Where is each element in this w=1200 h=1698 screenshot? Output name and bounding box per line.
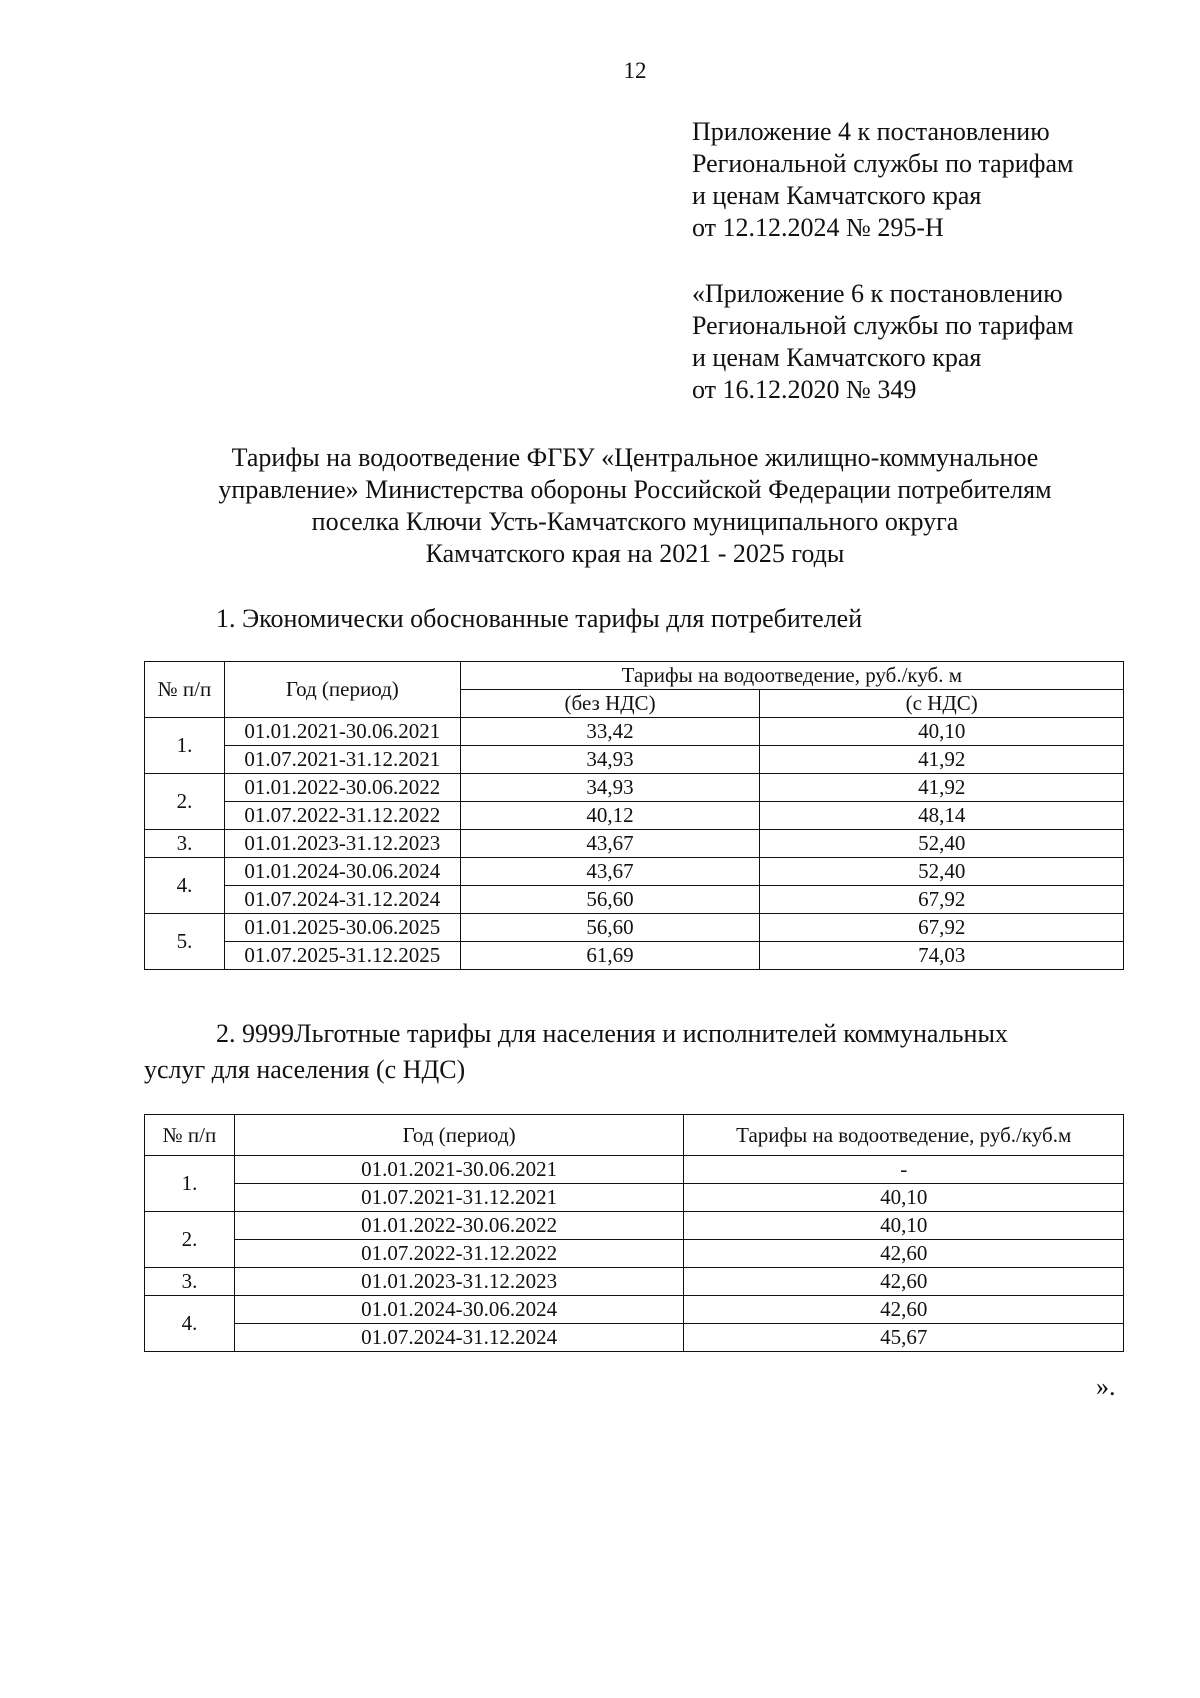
tariff-cell: 42,60 <box>684 1296 1124 1324</box>
period-cell: 01.01.2022-30.06.2022 <box>234 1212 684 1240</box>
tariff-no-vat-cell: 34,93 <box>460 774 760 802</box>
tariff-cell: 42,60 <box>684 1268 1124 1296</box>
period-cell: 01.01.2023-31.12.2023 <box>224 830 460 858</box>
appendix-line: от 12.12.2024 № 295-Н <box>692 213 944 242</box>
row-number: 4. <box>145 1296 235 1352</box>
tariff-with-vat-cell: 52,40 <box>760 858 1124 886</box>
row-number: 3. <box>145 830 225 858</box>
closing-quote-mark: ». <box>1096 1372 1116 1401</box>
row-number: 1. <box>145 718 225 774</box>
table-row <box>145 718 1124 746</box>
section-2-heading-line: услуг для населения (с НДС) <box>144 1055 466 1084</box>
appendix-line: и ценам Камчатского края <box>692 181 982 210</box>
table-row <box>145 886 1124 914</box>
tariff-with-vat-cell: 41,92 <box>760 774 1124 802</box>
header-no-vat: (без НДС) <box>460 690 760 718</box>
table-row <box>145 1156 1124 1184</box>
table-row <box>145 942 1124 970</box>
period-cell: 01.01.2024-30.06.2024 <box>224 858 460 886</box>
title-line: поселка Ключи Усть-Камчатского муниципального округа <box>311 507 959 536</box>
tariff-no-vat-cell: 61,69 <box>460 942 760 970</box>
tariff-with-vat-cell: 52,40 <box>760 830 1124 858</box>
period-cell: 01.07.2024-31.12.2024 <box>224 886 460 914</box>
tariff-cell: 40,10 <box>684 1184 1124 1212</box>
table-row <box>145 1324 1124 1352</box>
period-cell: 01.01.2021-30.06.2021 <box>234 1156 684 1184</box>
preferential-tariffs-table <box>144 1114 1124 1352</box>
appendix-line: Приложение 4 к постановлению <box>692 117 1050 146</box>
header-tariff: Тарифы на водоотведение, руб./куб. м <box>460 662 1123 690</box>
tariff-with-vat-cell: 40,10 <box>760 718 1124 746</box>
row-number: 2. <box>145 774 225 830</box>
appendix-line: «Приложение 6 к постановлению <box>692 279 1063 308</box>
table-row <box>145 914 1124 942</box>
section-2-heading <box>144 1016 1124 1088</box>
appendix-line: Региональной службы по тарифам <box>692 149 1074 178</box>
tariff-with-vat-cell: 41,92 <box>760 746 1124 774</box>
tariff-no-vat-cell: 56,60 <box>460 914 760 942</box>
row-number: 5. <box>145 914 225 970</box>
appendix-line: Региональной службы по тарифам <box>692 311 1074 340</box>
title-line: Тарифы на водоотведение ФГБУ «Центральное жилищно-коммунальное <box>231 443 1039 472</box>
appendix-new-reference <box>692 116 1073 244</box>
tariff-cell: - <box>684 1156 1124 1184</box>
tariff-cell: 42,60 <box>684 1240 1124 1268</box>
appendix-old-reference <box>692 278 1073 406</box>
table-row <box>145 1184 1124 1212</box>
period-cell: 01.07.2024-31.12.2024 <box>234 1324 684 1352</box>
period-cell: 01.07.2021-31.12.2021 <box>234 1184 684 1212</box>
period-cell: 01.07.2025-31.12.2025 <box>224 942 460 970</box>
period-cell: 01.01.2025-30.06.2025 <box>224 914 460 942</box>
table-row <box>145 774 1124 802</box>
row-number: 3. <box>145 1268 235 1296</box>
page-number: 12 <box>623 58 647 83</box>
preferential-tariffs-body <box>145 1156 1124 1352</box>
period-cell: 01.01.2024-30.06.2024 <box>234 1296 684 1324</box>
table-row <box>145 1296 1124 1324</box>
header-tariff: Тарифы на водоотведение, руб./куб.м <box>684 1115 1124 1156</box>
header-period: Год (период) <box>234 1115 684 1156</box>
economic-tariffs-table <box>144 661 1124 970</box>
table-row <box>145 1268 1124 1296</box>
header-num: № п/п <box>145 1115 235 1156</box>
section-1-heading: 1. Экономически обоснованные тарифы для потребителей <box>216 604 863 633</box>
header-period: Год (период) <box>224 662 460 718</box>
row-number: 4. <box>145 858 225 914</box>
table-row <box>145 1212 1124 1240</box>
tariff-with-vat-cell: 74,03 <box>760 942 1124 970</box>
period-cell: 01.07.2022-31.12.2022 <box>234 1240 684 1268</box>
row-number: 2. <box>145 1212 235 1268</box>
table-row <box>145 746 1124 774</box>
tariff-cell: 40,10 <box>684 1212 1124 1240</box>
tariff-cell: 45,67 <box>684 1324 1124 1352</box>
header-with-vat: (с НДС) <box>760 690 1124 718</box>
document-title <box>100 442 1170 570</box>
tariff-no-vat-cell: 43,67 <box>460 858 760 886</box>
tariff-with-vat-cell: 67,92 <box>760 914 1124 942</box>
tariff-with-vat-cell: 67,92 <box>760 886 1124 914</box>
tariff-no-vat-cell: 40,12 <box>460 802 760 830</box>
economic-tariffs-body <box>145 718 1124 970</box>
appendix-line: и ценам Камчатского края <box>692 343 982 372</box>
title-line: Камчатского края на 2021 - 2025 годы <box>425 539 845 568</box>
tariff-no-vat-cell: 33,42 <box>460 718 760 746</box>
period-cell: 01.01.2023-31.12.2023 <box>234 1268 684 1296</box>
appendix-line: от 16.12.2020 № 349 <box>692 375 917 404</box>
tariff-no-vat-cell: 43,67 <box>460 830 760 858</box>
table-row <box>145 830 1124 858</box>
period-cell: 01.01.2022-30.06.2022 <box>224 774 460 802</box>
tariff-no-vat-cell: 56,60 <box>460 886 760 914</box>
row-number: 1. <box>145 1156 235 1212</box>
header-num: № п/п <box>145 662 225 718</box>
tariff-no-vat-cell: 34,93 <box>460 746 760 774</box>
section-2-heading-line: 2. 9999Льготные тарифы для населения и исполнителей коммунальных <box>216 1019 1008 1048</box>
period-cell: 01.07.2022-31.12.2022 <box>224 802 460 830</box>
table-row <box>145 858 1124 886</box>
period-cell: 01.01.2021-30.06.2021 <box>224 718 460 746</box>
title-line: управление» Министерства обороны Российской Федерации потребителям <box>218 475 1052 504</box>
period-cell: 01.07.2021-31.12.2021 <box>224 746 460 774</box>
table-row <box>145 802 1124 830</box>
tariff-with-vat-cell: 48,14 <box>760 802 1124 830</box>
table-row <box>145 1240 1124 1268</box>
